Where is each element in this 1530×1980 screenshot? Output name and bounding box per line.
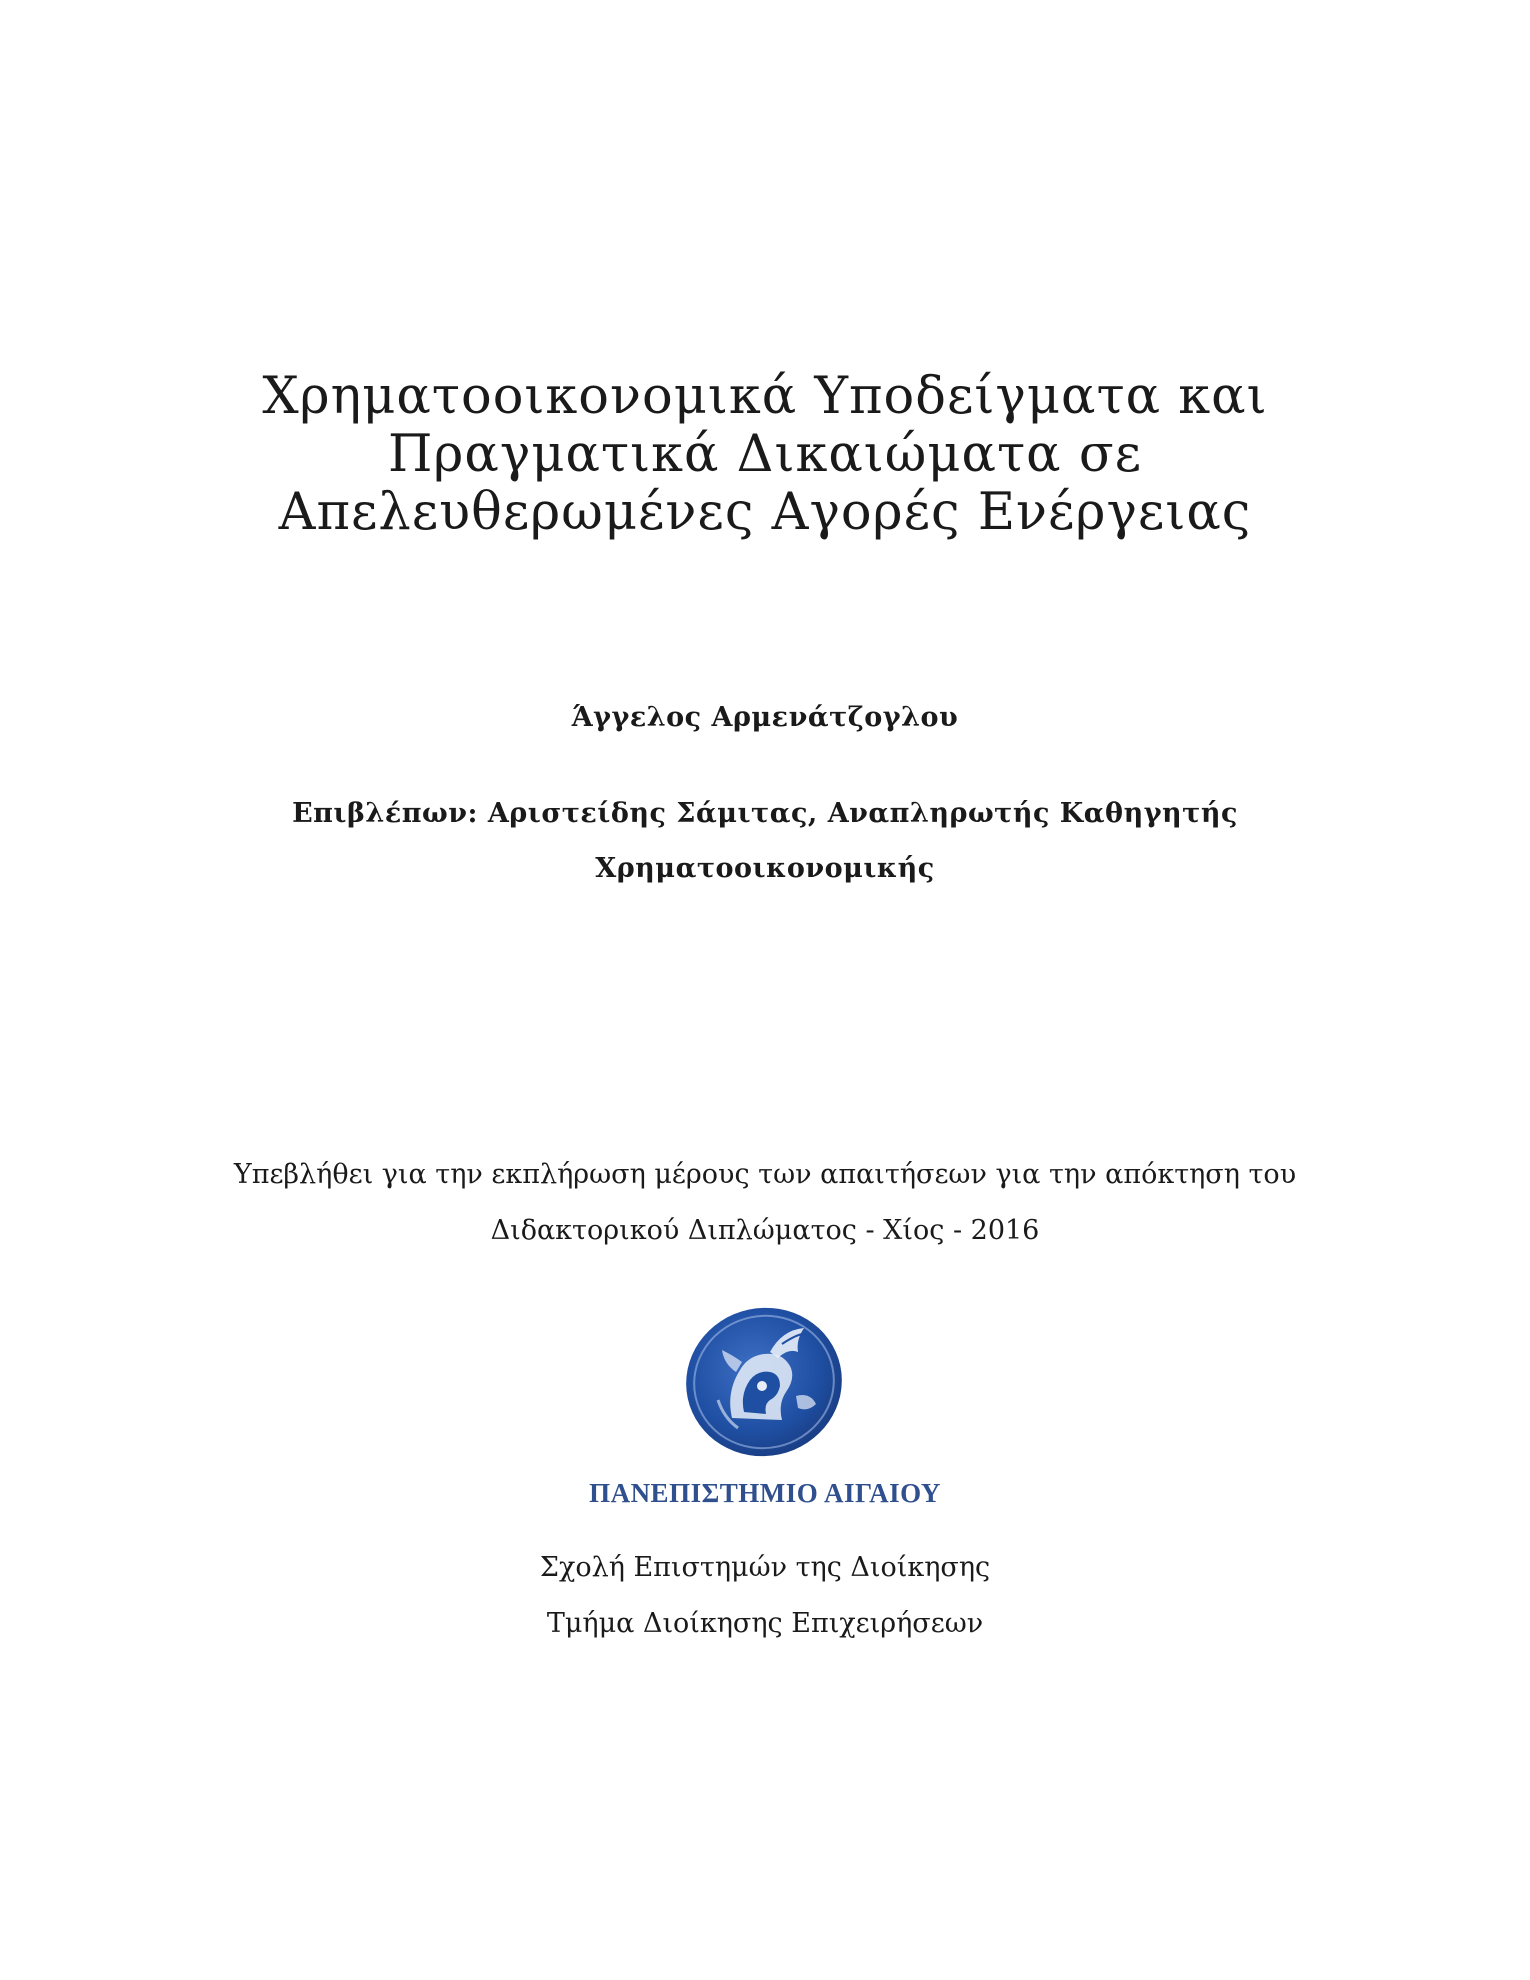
supervisor-line-1: Επιβλέπων: Αριστείδης Σάμιτας, Αναπληρωτής Καθηγητής: [292, 798, 1238, 829]
university-seal-icon: [678, 1300, 846, 1460]
author-name: Άγγελος Αρμενάτζογλου: [571, 702, 959, 733]
department-name: Τμήμα Διοίκησης Επιχειρήσεων: [546, 1608, 984, 1639]
thesis-title: [0, 368, 1530, 542]
submission-line-2: Διδακτορικού Διπλώματος - Χίος - 2016: [490, 1215, 1040, 1246]
title-line-1: Χρηματοοικονομικά Υποδείγματα και: [262, 367, 1268, 426]
supervisor-info: [0, 786, 1530, 896]
supervisor-line-2: Χρηματοοικονομικής: [595, 853, 935, 884]
title-line-3: Απελευθερωμένες Αγορές Ενέργειας: [278, 483, 1252, 542]
school-info: [0, 1540, 1530, 1652]
submission-statement: [0, 1147, 1530, 1259]
university-name: ΠΑΝΕΠΙΣΤΗΜΙΟ ΑΙΓΑΙΟΥ: [589, 1478, 941, 1508]
school-name: Σχολή Επιστημών της Διοίκησης: [539, 1552, 991, 1583]
submission-line-1: Υπεβλήθει για την εκπλήρωση μέρους των απαιτήσεων για την απόκτηση του: [233, 1159, 1297, 1190]
title-line-2: Πραγματικά Δικαιώματα σε: [387, 425, 1143, 484]
